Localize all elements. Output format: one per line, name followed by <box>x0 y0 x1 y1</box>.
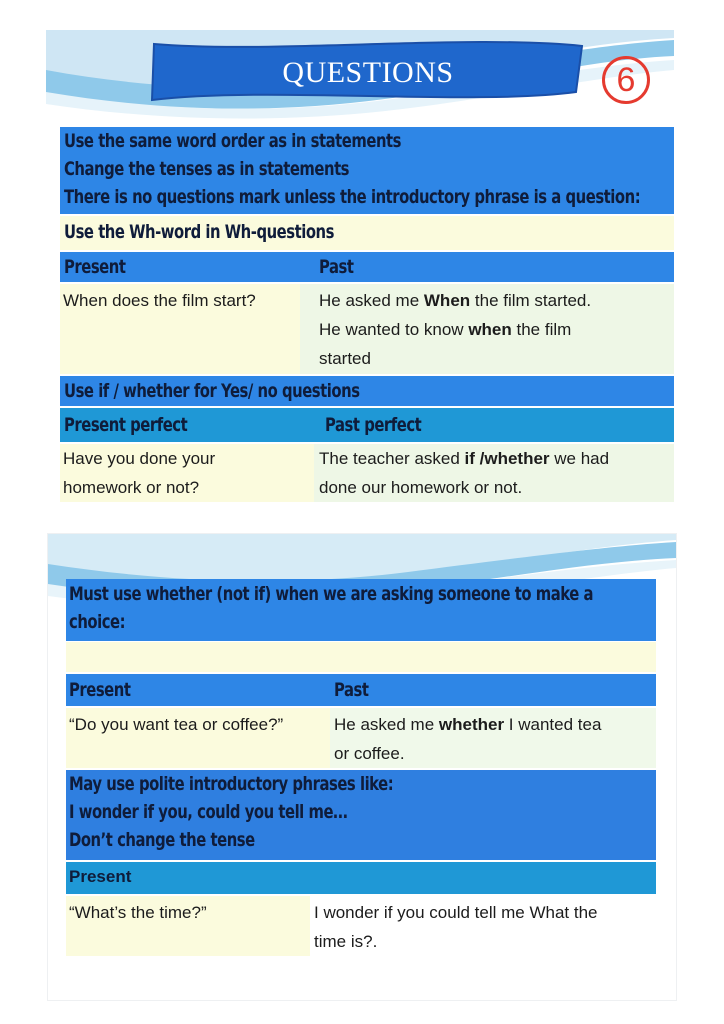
rule-line: There is no questions mark unless the introductory phrase is a question: <box>64 186 641 208</box>
polite-rule-line: May use polite introductory phrases like: <box>69 773 394 795</box>
choice-rule-line: Must use whether (not if) when we are asking someone to make a <box>69 583 594 605</box>
yesno-rule-text: Use if / whether for Yes/ no questions <box>64 380 360 402</box>
choice-rule-line: choice: <box>69 611 126 633</box>
column-header-present: Present <box>64 256 126 278</box>
table-header <box>66 862 656 894</box>
rule-line: Change the tenses as in statements <box>64 158 350 180</box>
slide-questions <box>46 30 674 504</box>
example-past-perfect: The teacher asked if /whether we had done our homework or not. <box>319 449 610 497</box>
example-present: When does the film start? <box>63 291 256 310</box>
empty-row <box>66 642 656 672</box>
example-past: He asked me When the film started. He wanted to know when the film started <box>319 291 592 368</box>
example-present: “What’s the time?” <box>69 903 207 922</box>
example-present-perfect: Have you done your homework or not? <box>63 449 216 497</box>
example-reported: I wonder if you could tell me What the time is?. <box>314 903 598 951</box>
page-title: QUESTIONS <box>282 56 454 89</box>
column-header-past-perfect: Past perfect <box>325 414 422 436</box>
column-header-present: Present <box>69 867 132 886</box>
polite-rule-line: Don’t change the tense <box>69 829 255 851</box>
table-header <box>60 252 674 282</box>
slide-questions-continued <box>48 534 676 1000</box>
column-header-past: Past <box>334 679 369 701</box>
example-past: He asked me whether I wanted tea or coffee. <box>334 715 602 763</box>
column-header-past: Past <box>319 256 354 278</box>
column-header-present-perfect: Present perfect <box>64 414 188 436</box>
slide-number-badge: 6 <box>602 56 650 104</box>
example-present: “Do you want tea or coffee?” <box>69 715 284 734</box>
polite-rule-line: I wonder if you, could you tell me… <box>69 801 348 823</box>
column-header-present: Present <box>69 679 131 701</box>
wh-rule-text: Use the Wh-word in Wh-questions <box>64 221 334 243</box>
rule-line: Use the same word order as in statements <box>64 130 401 152</box>
